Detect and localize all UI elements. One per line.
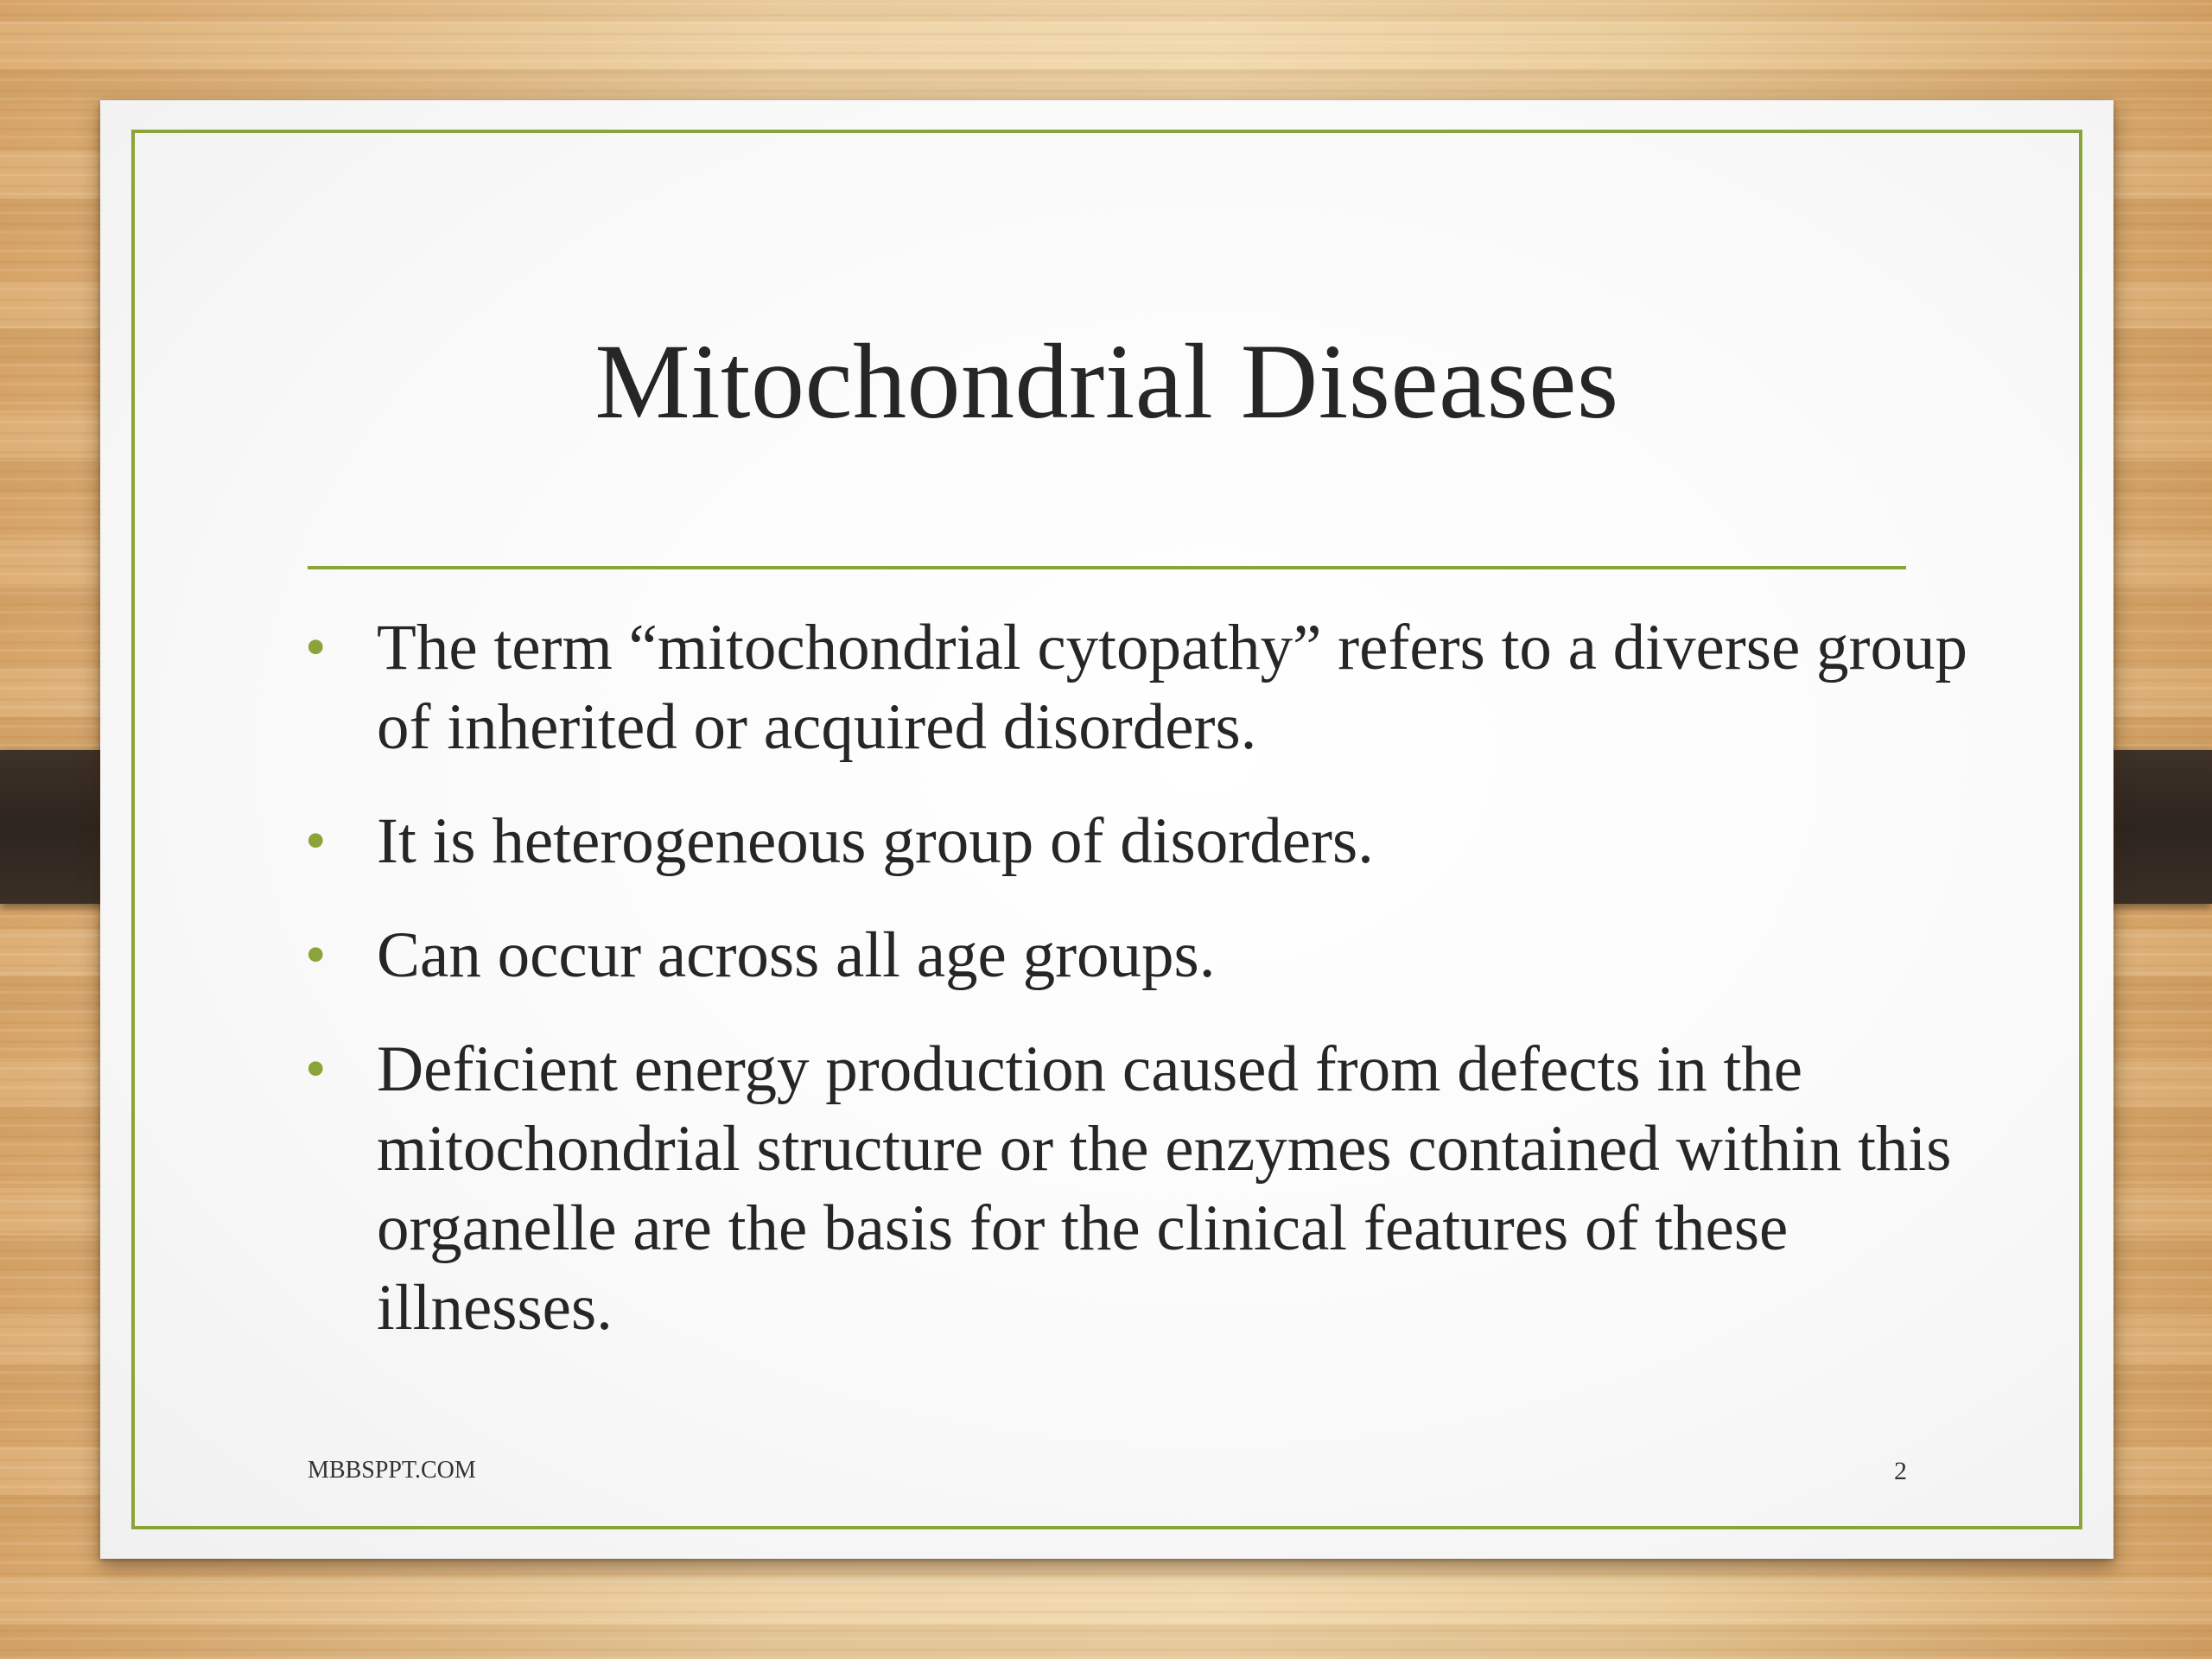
bullet-item [305,1030,1984,1348]
bullet-text: Deficient energy production caused from defects in the mitochondrial structure or the enzymes contained within this organelle are the basis for the clinical features of these illnesses. [377,1033,1952,1344]
bullet-item [305,802,1984,881]
bullet-dot-icon: • [305,808,327,874]
bullet-item [305,608,1984,767]
slide-title: Mitochondrial Diseases [594,322,1619,441]
slide-footer: MBBSPPT.COM [308,1457,476,1484]
bullet-text: It is heterogeneous group of disorders. [377,805,1374,877]
bullet-item [305,916,1984,995]
bullet-list [305,608,1984,1382]
bullet-dot-icon: • [305,614,327,681]
bullet-text: Can occur across all age groups. [377,919,1216,991]
bullet-dot-icon: • [305,1036,327,1103]
slide-paper [100,100,2113,1559]
page-number: 2 [1894,1457,1907,1485]
bullet-dot-icon: • [305,922,327,988]
bullet-text: The term “mitochondrial cytopathy” refers to a diverse group of inherited or acquired disorders. [377,612,1967,763]
title-divider [308,566,1906,569]
